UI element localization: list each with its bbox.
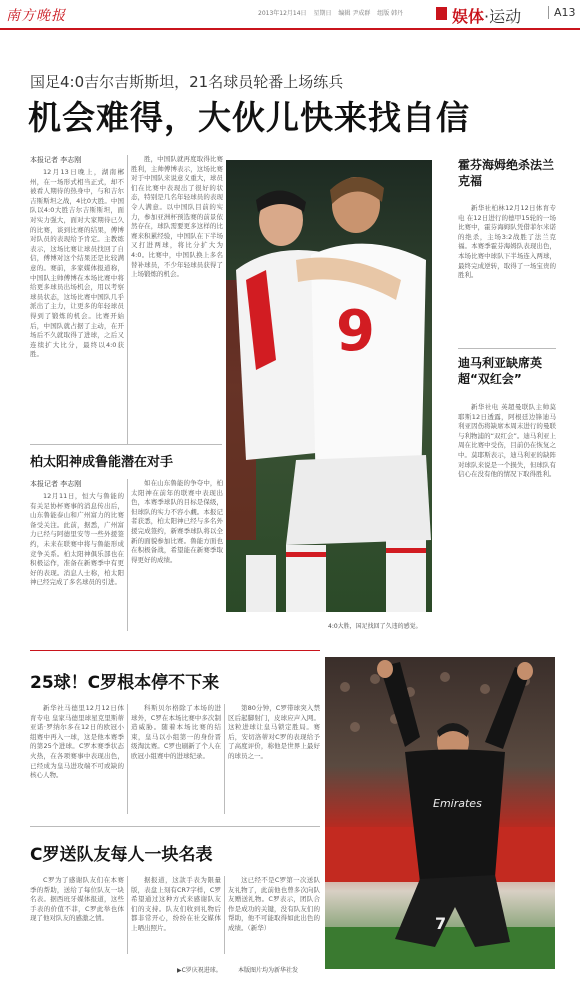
column-divider <box>127 155 128 445</box>
cr-divider <box>30 650 320 651</box>
gift-column-3: 这已经不是C罗第一次送队友礼物了，此前他也曾多次向队友赠送礼物。C罗表示，团队合作是成功的关键，没有队友们的帮助，他不可能取得如此出色的成绩。（新华） <box>228 876 320 932</box>
side-a-text: 新华社柏林12月12日体育专电 在12日进行的德甲15轮的一场比赛中，霍芬海姆队凭借菲尔米诺的绝杀，主场3:2战胜了法兰克福。本赛季霍芬海姆队表现出色，本场比赛中球队下半场连入两球，最终完成逆转，取得了一场宝贵的胜利。 <box>458 204 556 280</box>
side-divider <box>458 348 556 349</box>
jersey-number: 9 <box>336 299 375 364</box>
lead-headline: 机会难得，大伙儿快来找自信 <box>28 98 470 137</box>
shorts-number: 7 <box>435 914 447 933</box>
sub1-title: 柏太阳神成鲁能潜在对手 <box>30 455 174 470</box>
column-divider <box>127 876 128 954</box>
football-celebration-image <box>226 160 432 612</box>
section-sub: ·运动 <box>484 7 522 26</box>
lead-column-1: 12月13日晚上，湖南郴州，在一场形式相当正式，却不被看人期待的热身中，与和吉尔吉斯斯坦之战，4比0大胜。中国队以4:0大胜吉尔吉斯斯坦，面对实力强大，面对大家期待已久的比赛，谈到比赛的结果，傅博对队员的表现给予肯定。主教练表示，这场比赛让球员找回了自信，傅博对这个结果还是比较满意的。赛前，多家媒体报道称，中国队主帅傅博在本场比赛中将给更多球员出场机会，用以考察球员状态，这场比赛中国队几乎派出了主力，让更多的年轻球员得到了锻炼的机会。比赛开始后，中国队就占据了主动，在开场后不久就取得了进球，之后又连续扩大比分，最终以4:0获胜。 <box>30 168 124 359</box>
section-marker <box>436 7 447 20</box>
column-divider <box>127 704 128 814</box>
cr-column-3: 第80分钟，C罗带球突入禁区后起脚射门，皮球应声入网。这粒进球让皇马锁定胜局。赛后，安切洛蒂对C罗的表现给予了高度评价，称他是世界上最好的球员之一。 <box>228 704 320 760</box>
section-name: 娱体 <box>452 7 485 26</box>
cr-title: 25球！C罗根本停不下来 <box>30 673 220 693</box>
sub-divider <box>30 444 222 445</box>
sub1-byline: 本报记者 李志刚 <box>30 480 82 488</box>
issue-date: 2013年12月14日 <box>258 10 307 17</box>
cr-column-2: 科斯贝尔格除了本场的进球外，C罗在本场比赛中多次制造威胁。随着本场比赛的结束，皇马以小组第一的身份晋级淘汰赛。C罗也刷新了个人在欧冠小组赛中的进球纪录。 <box>131 704 221 760</box>
sub1-column-1: 12月11日，恒大与鲁能的有关足协杯赛事的消息传出后，山东鲁能泰山和广州富力的比赛备受关注。此前，据悉，广州富力已经与阿德里安等一些外援签约，未来在联赛中将与鲁能形成竞争关系。柏太阳神俱乐部也在积极运作，准备在新赛季中有更好的表现。消息人士称，柏太阳神已经完成了多名球员的引进。 <box>30 492 124 587</box>
lead-column-2: 胜，中国队就再度取得比赛胜利，主帅傅博表示，这场比赛对于中国队来说意义重大，球员们在比赛中表现出了很好的状态，特别是几名年轻球员的表现令人满意。以中国队目前的实力，参加亚洲杯预选赛的前景依然存在，球队需要更多这样的比赛来积累经验，中国队在下半场又打进两球，将比分扩大为4:0。比赛中，中国队换上多名替补球员，不少年轻球员获得了上场锻炼的机会。 <box>131 155 223 279</box>
photo1-caption: 4:0大胜，国足找回了久违的感觉。 <box>328 623 422 630</box>
issue-layout: 组版 韩丹 <box>377 10 404 17</box>
side-b-title: 迪马利亚缺席英超“双红会” <box>458 356 543 386</box>
sub1-column-2: 如在山东鲁能的争夺中，柏太阳神在前年的联赛中表现出色，本赛季球队的目标是保级，但球队的实力不容小觑。本报记者获悉，柏太阳神已经与多名外援完成签约，新赛季球队将以全新的面貌参加比赛。鲁能方面也在积极备战，希望能在新赛季取得更好的成绩。 <box>131 479 223 564</box>
newspaper-logo: 南方晚报 <box>6 8 66 24</box>
ronaldo-celebration-image <box>325 657 555 969</box>
issue-editor: 编辑 尹成群 <box>338 10 371 17</box>
gift-title: C罗送队友每人一块名表 <box>30 845 213 865</box>
lead-byline: 本报记者 李志刚 <box>30 156 82 164</box>
page-number: A13 <box>548 6 576 19</box>
photo-credit: 本版图片均为新华社发 <box>238 967 299 974</box>
issue-meta <box>258 8 408 17</box>
column-divider <box>224 704 225 814</box>
gift-column-1: C罗为了感谢队友们在本赛季的帮助，送给了每位队友一块名表。据西班牙媒体报道，这些手表的价值不菲，C罗此举也体现了他对队友的感激之情。 <box>30 876 124 923</box>
cr-column-1: 新华社马德里12月12日体育专电 皇家马德里球星克里斯蒂亚诺·罗纳尔多在12日的欧冠小组赛中再入一球，这是他本赛季的第25个进球。C罗本赛季状态火热，在各项赛事中表现出色，已经成为皇马进攻端不可或缺的核心人物。 <box>30 704 124 780</box>
side-b-text: 新华社电 英超曼联队主帅莫耶斯12日透露，阿根廷边锋迪马利亚因伤将缺席本周末进行的曼联与利物浦的“双红会”。迪马利亚上周在比赛中受伤，目前仍在恢复之中。莫耶斯表示，迪马利亚的缺阵对球队来说是一个损失，但球队有信心在没有他的情况下取得胜利。 <box>458 403 556 479</box>
lead-kicker: 国足4:0吉尔吉斯斯坦，21名球员轮番上场练兵 <box>30 73 344 91</box>
gift-divider <box>30 826 320 827</box>
gift-column-2: 据报道，这款手表为限量版，表盘上刻有CR7字样，C罗希望通过这种方式来感谢队友们的支持。队友们收到礼物后都非常开心，纷纷在社交媒体上晒出照片。 <box>131 876 221 932</box>
section-title <box>452 4 521 27</box>
photo2-caption: ▶C罗庆祝进球。 <box>177 967 222 974</box>
football-celebration-photo <box>226 160 432 612</box>
ronaldo-celebration-photo <box>325 657 555 969</box>
side-a-title: 霍芬海姆绝杀法兰克福 <box>458 158 555 188</box>
column-divider <box>127 479 128 631</box>
issue-weekday: 星期日 <box>313 10 332 17</box>
jersey-sponsor: Emirates <box>433 797 482 810</box>
column-divider <box>224 876 225 954</box>
